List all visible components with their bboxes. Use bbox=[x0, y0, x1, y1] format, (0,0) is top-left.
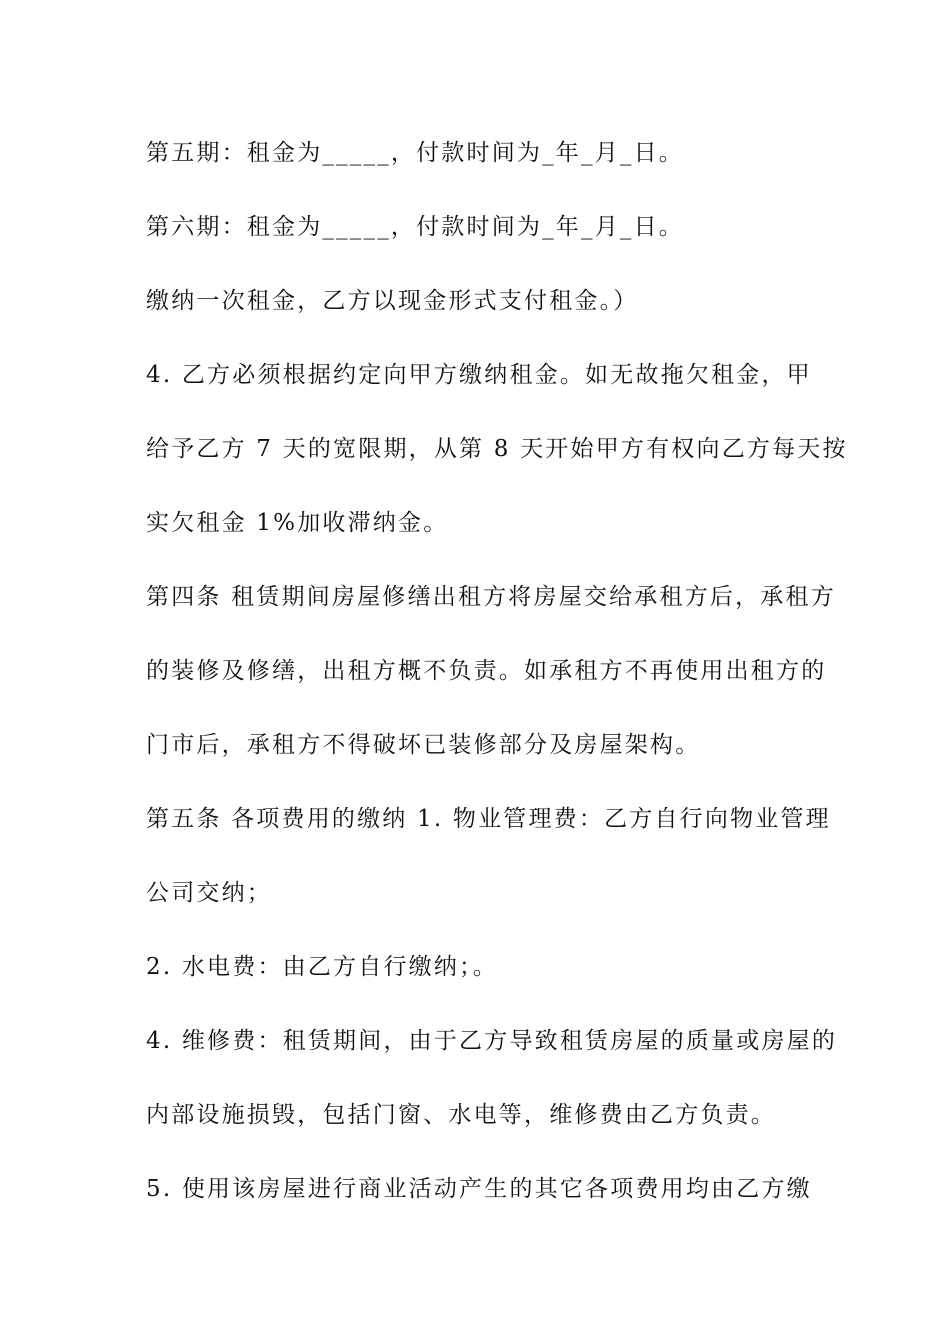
text-line: 内部设施损毁，包括门窗、水电等，维修费由乙方负责。 bbox=[146, 1102, 776, 1128]
text-line: 第六期：租金为_____，付款时间为_年_月_日。 bbox=[146, 214, 684, 240]
text-line: 2. 水电费：由乙方自行缴纳；。 bbox=[146, 954, 498, 980]
text-line: 4. 维修费：租赁期间，由于乙方导致租赁房屋的质量或房屋的 bbox=[146, 1028, 838, 1054]
text-line: 公司交纳； bbox=[146, 880, 272, 906]
text-line: 给予乙方 7 天的宽限期，从第 8 天开始甲方有权向乙方每天按 bbox=[146, 436, 848, 462]
text-line: 第四条 租赁期间房屋修缮出租方将房屋交给承租方后，承租方 bbox=[146, 584, 836, 610]
text-line: 的装修及修缮，出租方概不负责。如承租方不再使用出租方的 bbox=[146, 658, 827, 684]
text-line: 门市后，承租方不得破坏已装修部分及房屋架构。 bbox=[146, 732, 701, 758]
text-line: 实欠租金 1%加收滞纳金。 bbox=[146, 510, 449, 536]
text-line: 缴纳一次租金，乙方以现金形式支付租金。） bbox=[146, 288, 639, 314]
text-line: 第五期：租金为_____，付款时间为_年_月_日。 bbox=[146, 140, 684, 166]
text-line: 5. 使用该房屋进行商业活动产生的其它各项费用均由乙方缴 bbox=[146, 1176, 812, 1202]
text-line: 第五条 各项费用的缴纳 1. 物业管理费：乙方自行向物业管理 bbox=[146, 806, 831, 832]
text-line: 4. 乙方必须根据约定向甲方缴纳租金。如无故拖欠租金，甲 bbox=[146, 362, 812, 388]
